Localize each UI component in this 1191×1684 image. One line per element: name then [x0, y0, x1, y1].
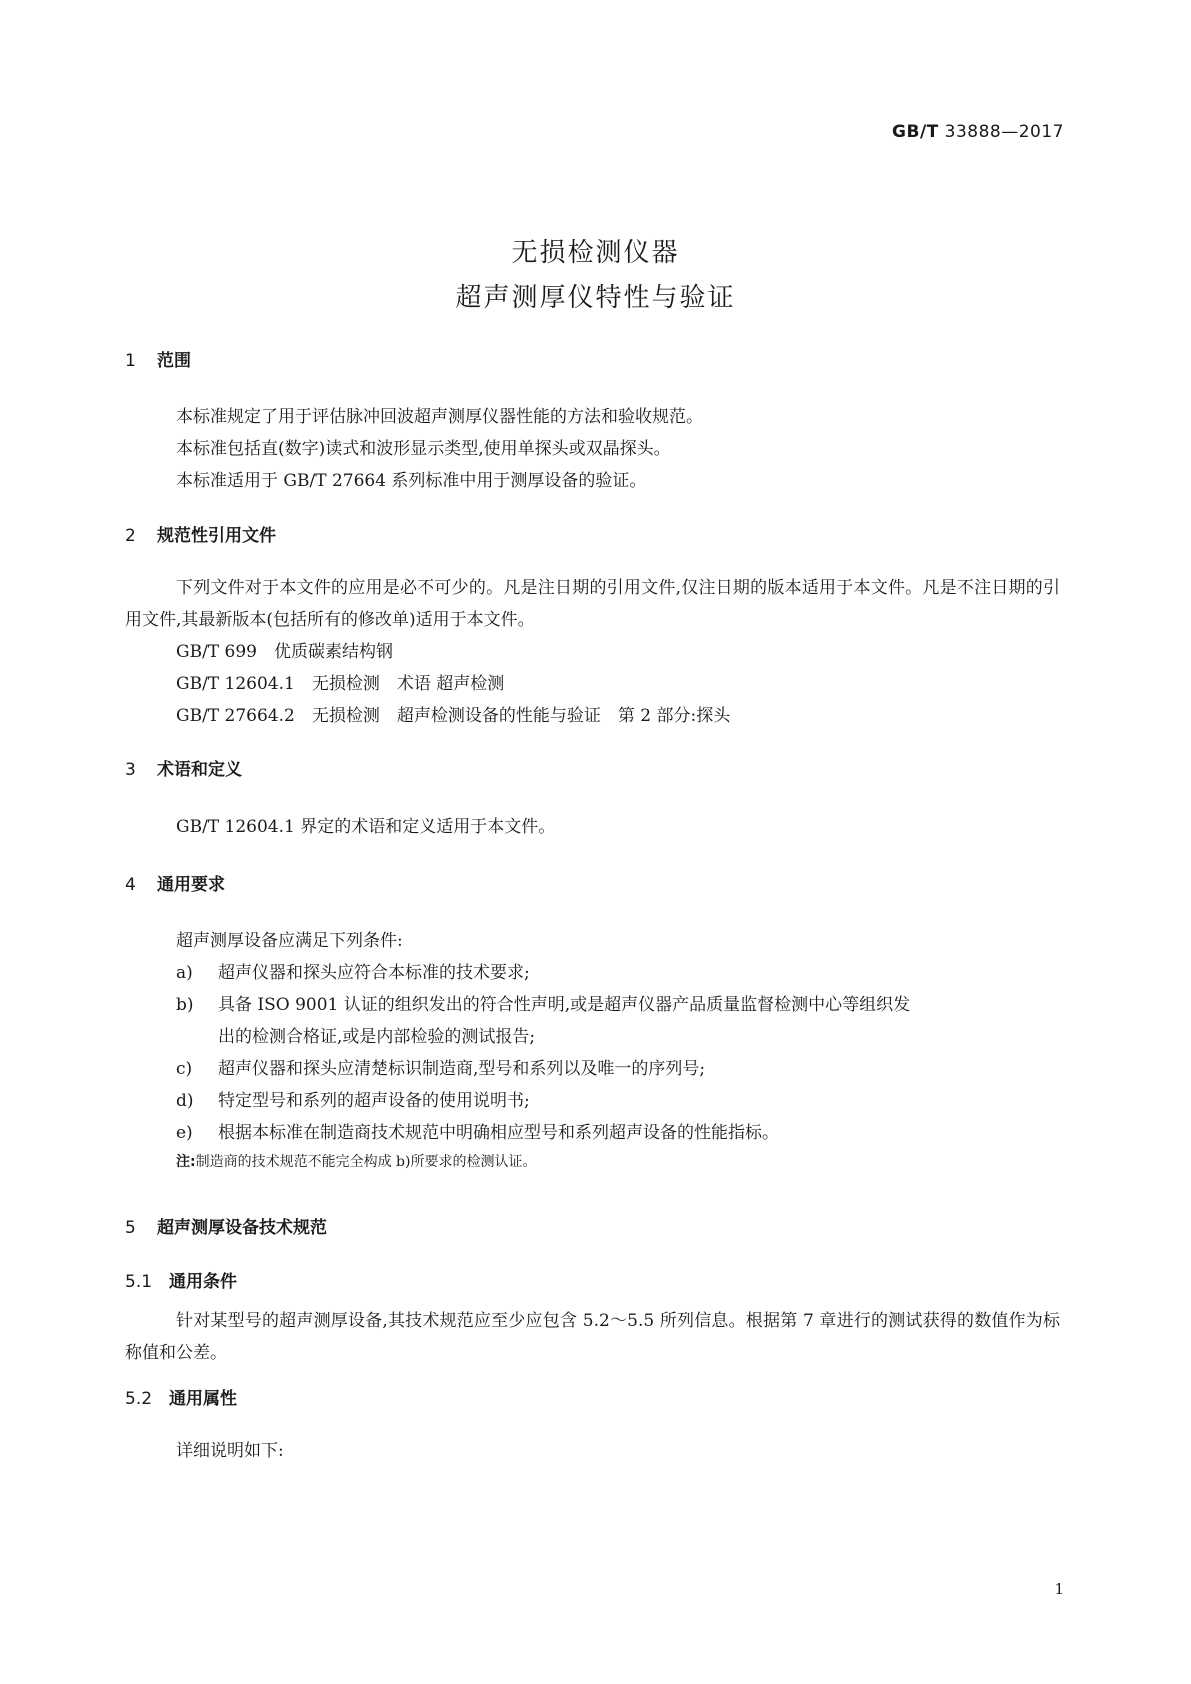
reference-item: GB/T 27664.2 无损检测 超声检测设备的性能与验证 第 2 部分:探头 [176, 706, 731, 726]
list-item-c: c) 超声仪器和探头应清楚标识制造商,型号和系列以及唯一的序列号; [176, 1059, 706, 1079]
reference-item: GB/T 12604.1 无损检测 术语 超声检测 [176, 674, 505, 694]
section-5-2-heading: 5.2 通用属性 [125, 1389, 237, 1409]
section-2-intro: 下列文件对于本文件的应用是必不可少的。凡是注日期的引用文件,仅注日期的版本适用于本文件。凡是不注日期的引用文件,其最新版本(包括所有的修改单)适用于本文件。 [125, 578, 1060, 630]
list-item-e: e) 根据本标准在制造商技术规范中明确相应型号和系列超声设备的性能指标。 [176, 1123, 779, 1143]
standard-code: GB/T 33888—2017 [892, 122, 1064, 142]
list-item-b: b) 具备 ISO 9001 认证的组织发出的符合性声明,或是超声仪器产品质量监督检测中心等组织发 出的检测合格证,或是内部检验的测试报告; [176, 995, 911, 1047]
section-1-para-2: 本标准包括直(数字)读式和波形显示类型,使用单探头或双晶探头。 [176, 439, 671, 459]
section-4-intro: 超声测厚设备应满足下列条件: [176, 931, 403, 951]
section-2-heading: 2 规范性引用文件 [125, 526, 276, 546]
section-1-heading: 1 范围 [125, 351, 191, 371]
document-title-line1: 无损检测仪器 [511, 238, 680, 268]
list-item-b-continuation: 出的检测合格证,或是内部检验的测试报告; [218, 1027, 536, 1047]
section-5-2-para: 详细说明如下: [176, 1441, 284, 1461]
section-4-note: 注:制造商的技术规范不能完全构成 b)所要求的检测认证。 [176, 1154, 537, 1170]
section-5-1-heading: 5.1 通用条件 [125, 1272, 237, 1292]
list-item-a: a) 超声仪器和探头应符合本标准的技术要求; [176, 963, 530, 983]
section-5-heading: 5 超声测厚设备技术规范 [125, 1218, 327, 1238]
reference-item: GB/T 699 优质碳素结构钢 [176, 642, 393, 662]
page-number: 1 [1054, 1580, 1064, 1598]
document-title-line2: 超声测厚仪特性与验证 [455, 283, 736, 313]
section-1-para-3: 本标准适用于 GB/T 27664 系列标准中用于测厚设备的验证。 [176, 471, 647, 491]
section-1-para-1: 本标准规定了用于评估脉冲回波超声测厚仪器性能的方法和验收规范。 [176, 407, 703, 427]
section-5-1-para: 针对某型号的超声测厚设备,其技术规范应至少应包含 5.2～5.5 所列信息。根据第 7 章进行的测试获得的数值作为标称值和公差。 [125, 1311, 1060, 1363]
list-item-d: d) 特定型号和系列的超声设备的使用说明书; [176, 1091, 530, 1111]
section-3-para: GB/T 12604.1 界定的术语和定义适用于本文件。 [176, 817, 556, 837]
section-4-heading: 4 通用要求 [125, 875, 225, 895]
section-3-heading: 3 术语和定义 [125, 760, 242, 780]
